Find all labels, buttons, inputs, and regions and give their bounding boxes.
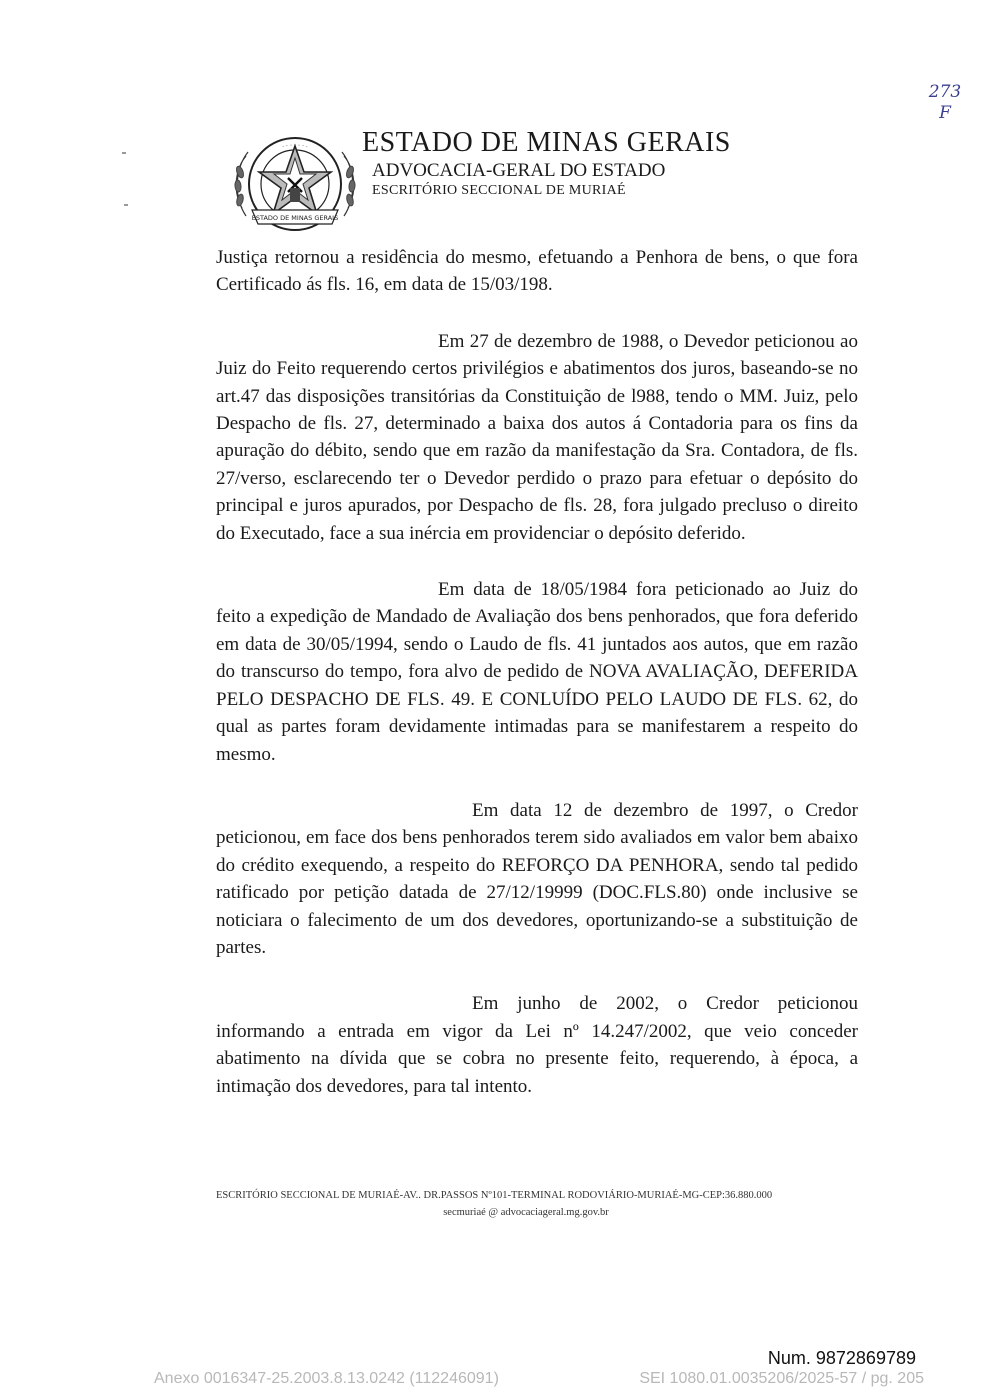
scan-speck	[122, 152, 126, 154]
handwritten-number: 273	[928, 82, 962, 102]
annex-reference: Anexo 0016347-25.2003.8.13.0242 (112246091)	[154, 1370, 499, 1387]
paragraph-3: Em data de 18/05/1984 fora peticionado ao Juiz do feito a expedição de Mandado de Avaliação dos bens penhorados, que fora deferido em data de 30/05/1994, sendo o Laudo de fls. 41 juntados aos autos, que em razão do transcurso do tempo, fora alvo de pedido de NOVA AVALIAÇÃO, DEFERIDA PELO DESPACHO DE FLS. 49. E CONLUÍDO PELO LAUDO DE FLS. 62, do qual as partes foram devidamente intimadas para se manifestarem a respeito do mesmo.	[216, 579, 858, 765]
footer-email: secmuriaé @ advocaciageral.mg.gov.br	[443, 1207, 609, 1218]
letterhead	[362, 126, 731, 200]
paragraph-5: Em junho de 2002, o Credor peticionou informando a entrada em vigor da Lei nº 14.247/2002, que veio conceder abatimento na dívida que se cobra no presente feito, requerendo, à época, a intimação dos devedores, para tal intento.	[216, 993, 858, 1097]
document-number-stamp: Num. 9872869789	[767, 1348, 916, 1368]
state-seal-emblem	[232, 128, 358, 240]
paragraph-2: Em 27 de dezembro de 1988, o Devedor peticionou ao Juiz do Feito requerendo certos privilégios e abatimentos dos juros, baseando-se no art.47 das disposições transitórias da Constituição de l988, tendo o MM. Juiz, pelo Despacho de fls. 27, determinado a baixa dos autos á Contadoria para os fins da apuração do débito, sendo que em razão da manifestação da Sra. Contadora, de fls. 27/verso, esclarecendo ter o Devedor perdido o prazo para efetuar o depósito do principal e juros apurados, por Despacho de fls. 28, fora julgado precluso o direito do Executado, face a sua inércia em providenciar o depósito deferido.	[216, 330, 858, 544]
seal-ring-text: ESTADO DE MINAS GERAIS	[251, 214, 339, 222]
agency-name: ADVOCACIA-GERAL DO ESTADO	[372, 160, 666, 181]
paragraph-4: Em data 12 de dezembro de 1997, o Credor peticionou, em face dos bens penhorados terem sido avaliados em valor bem abaixo do crédito exequendo, a respeito do REFORÇO DA PENHORA, sendo tal pedido ratificado por petição datada de 27/12/19999 (DOC.FLS.80) onde inclusive se noticiara o falecimento de um dos devedores, oportunizando-se a substituição de partes.	[216, 799, 858, 958]
paragraph-1: Justiça retornou a residência do mesmo, efetuando a Penhora de bens, o que fora Certificado ás fls. 16, em data de 15/03/198.	[216, 247, 858, 296]
letterhead-footer	[216, 1190, 796, 1219]
office-name: ESCRITÓRIO SECCIONAL DE MURIAÉ	[372, 183, 626, 198]
state-name: ESTADO DE MINAS GERAIS	[362, 127, 731, 158]
sei-reference: SEI 1080.01.0035206/2025-57 / pg. 205	[639, 1370, 924, 1387]
document-body	[216, 244, 858, 1129]
footer-address: ESCRITÓRIO SECCIONAL DE MURIAÉ-AV.. DR.PASSOS Nº101-TERMINAL RODOVIÁRIO-MURIAÉ-MG-CEP:36.880.000	[216, 1190, 773, 1201]
handwritten-letter: F	[939, 103, 951, 123]
scan-speck	[124, 204, 128, 206]
handwritten-page-number	[922, 82, 968, 124]
process-stamp-footer	[154, 1370, 924, 1388]
svg-text:· · · · · · ·: · · · · · · ·	[281, 142, 309, 151]
